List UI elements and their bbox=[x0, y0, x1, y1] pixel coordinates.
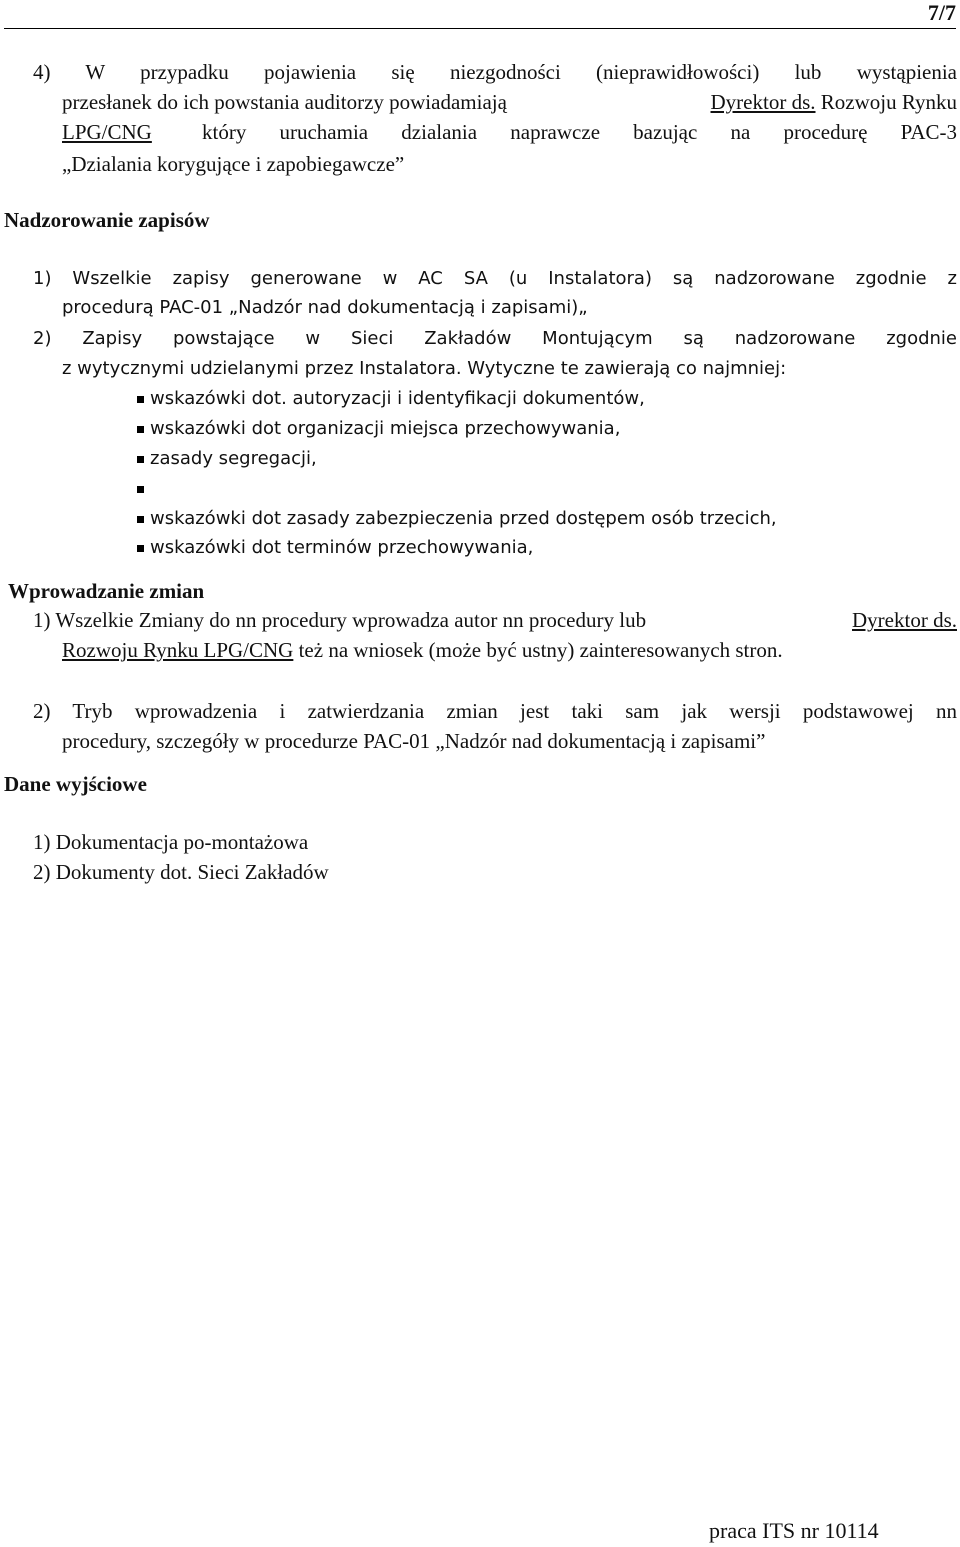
bullet-icon bbox=[137, 456, 144, 463]
bullet-icon bbox=[137, 396, 144, 403]
nadzor-item2-line1: 2) Zapisy powstające w Sieci Zakładów Montującym są nadzorowane zgodnie bbox=[33, 328, 957, 349]
zmiany-item2-line2: procedury, szczegóły w procedurze PAC-01 „Nadzór nad dokumentacją i zapisami” bbox=[62, 729, 766, 753]
heading-dane: Dane wyjściowe bbox=[4, 772, 147, 796]
header-rule bbox=[4, 28, 956, 29]
heading-nadzorowanie: Nadzorowanie zapisów bbox=[4, 208, 210, 232]
zmiany-item1-line2 bbox=[62, 638, 783, 662]
zmiany-item1-rest: też na wniosek (może być ustny) zainteresowanych stron. bbox=[293, 638, 783, 662]
page-number: 7/7 bbox=[927, 0, 956, 25]
bullet-item: wskazówki dot zasady zabezpieczenia przed dostępem osób trzecich, bbox=[150, 508, 777, 529]
heading-zmiany: Wprowadzanie zmian bbox=[8, 579, 205, 603]
bullet-item: wskazówki dot organizacji miejsca przechowywania, bbox=[150, 418, 621, 439]
zmiany-item1-line1 bbox=[33, 608, 957, 632]
zmiany-item1-director: Dyrektor ds. bbox=[852, 608, 957, 632]
item4-line1: 4) W przypadku pojawienia się niezgodności (nieprawidłowości) lub wystąpienia bbox=[33, 60, 957, 84]
item4-line3-text: który uruchamia dzialania naprawcze bazując na procedurę PAC-3 bbox=[202, 120, 957, 144]
item4-line3-lpg: LPG/CNG bbox=[62, 120, 152, 144]
bullet-icon bbox=[137, 426, 144, 433]
bullet-icon bbox=[137, 486, 144, 493]
dane-item: 2) Dokumenty dot. Sieci Zakładów bbox=[33, 860, 329, 884]
bullet-item: wskazówki dot terminów przechowywania, bbox=[150, 537, 534, 558]
footer-text: praca ITS nr 10114 bbox=[709, 1518, 879, 1543]
item4-line2-director: Dyrektor ds. Rozwoju Rynku bbox=[710, 90, 957, 114]
item4-line2 bbox=[62, 90, 957, 114]
zmiany-item2-line1: 2) Tryb wprowadzenia i zatwierdzania zmian jest taki sam jak wersji podstawowej nn bbox=[33, 699, 957, 723]
item4-line4: „Dzialania korygujące i zapobiegawcze” bbox=[62, 152, 405, 176]
bullet-item: wskazówki dot. autoryzacji i identyfikacji dokumentów, bbox=[150, 388, 645, 409]
item4-line3 bbox=[62, 120, 957, 144]
bullet-icon bbox=[137, 545, 144, 552]
item4-line2-text: przesłanek do ich powstania auditorzy powiadamiają bbox=[62, 90, 507, 114]
zmiany-item1-text: 1) Wszelkie Zmiany do nn procedury wprowadza autor nn procedury lub bbox=[33, 608, 647, 632]
nadzor-item2-line2: z wytycznymi udzielanymi przez Instalatora. Wytyczne te zawierają co najmniej: bbox=[62, 358, 787, 379]
bullet-icon bbox=[137, 516, 144, 523]
bullet-item: zasady segregacji, bbox=[150, 448, 317, 469]
dane-item: 1) Dokumentacja po-montażowa bbox=[33, 830, 309, 854]
nadzor-item1-line2: procedurą PAC-01 „Nadzór nad dokumentacją i zapisami)„ bbox=[62, 297, 588, 318]
nadzor-item1-line1: 1) Wszelkie zapisy generowane w AC SA (u Instalatora) są nadzorowane zgodnie z bbox=[33, 268, 957, 289]
zmiany-item1-lpg: Rozwoju Rynku LPG/CNG bbox=[62, 638, 294, 662]
